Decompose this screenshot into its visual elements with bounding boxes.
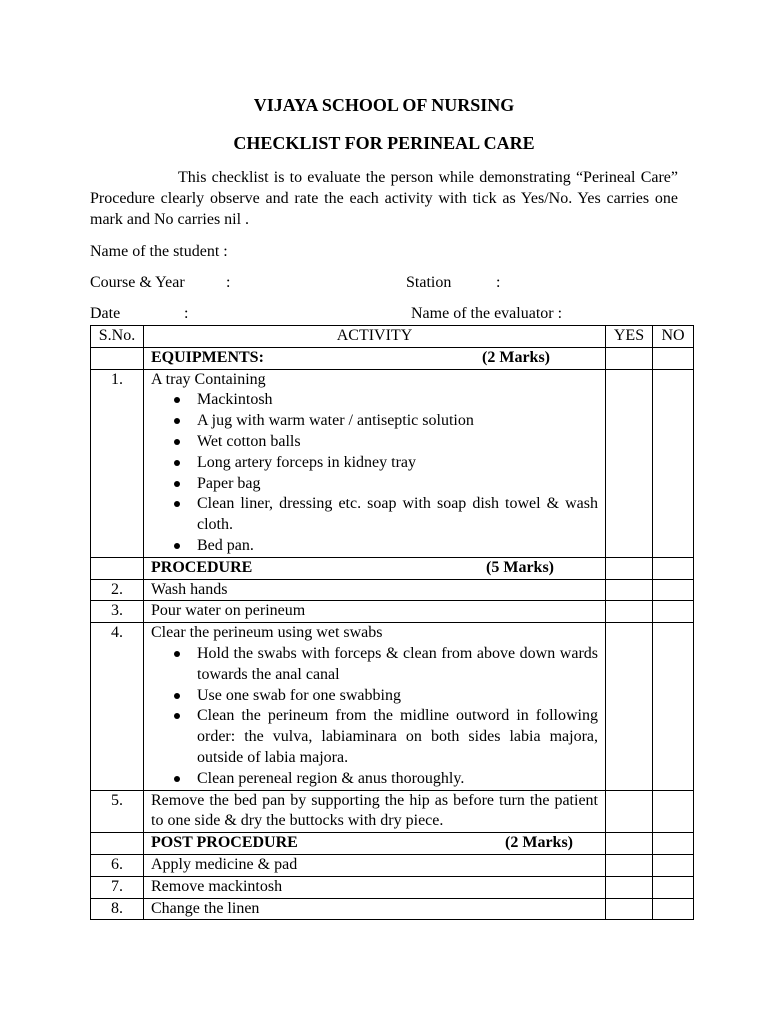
course-year-colon: : [226, 274, 231, 291]
station-label: Station [406, 274, 452, 291]
bullet-list [151, 390, 598, 556]
activity-text: Change the linen [144, 898, 606, 920]
activity-text: Remove the bed pan by supporting the hip as before turn the patient to one side & dry the buttocks with dry piece. [144, 790, 606, 833]
no-cell[interactable] [653, 876, 694, 898]
bullet-icon [174, 481, 180, 487]
yes-cell[interactable] [606, 833, 653, 855]
list-item: Clean the perineum from the midline outword in following order: the vulva, labiaminara on both sides labia majora, outside of labia majora. [197, 706, 598, 768]
yes-cell[interactable] [606, 579, 653, 601]
no-cell[interactable] [653, 347, 694, 369]
header-sno: S.No. [91, 326, 144, 348]
list-item: Mackintosh [197, 390, 598, 411]
bullet-icon [174, 776, 180, 782]
row-number: 4. [91, 623, 144, 790]
table-row [91, 854, 694, 876]
yes-cell[interactable] [606, 898, 653, 920]
checklist-table [90, 325, 694, 920]
section-marks: (2 Marks) [505, 834, 573, 852]
no-cell[interactable] [653, 898, 694, 920]
no-cell[interactable] [653, 833, 694, 855]
section-marks: (5 Marks) [486, 558, 554, 576]
section-row-procedure [91, 557, 694, 579]
date-colon: : [184, 305, 189, 322]
list-item: Wet cotton balls [197, 432, 598, 453]
table-row [91, 601, 694, 623]
list-item: Long artery forceps in kidney tray [197, 453, 598, 474]
row-number: 7. [91, 876, 144, 898]
bullet-icon [174, 651, 180, 657]
yes-cell[interactable] [606, 369, 653, 557]
list-item: Clean liner, dressing etc. soap with soap dish towel & wash cloth. [197, 494, 598, 536]
yes-cell[interactable] [606, 854, 653, 876]
station-colon: : [496, 274, 501, 291]
table-row [91, 898, 694, 920]
bullet-icon [174, 501, 180, 507]
list-item: Clean pereneal region & anus thoroughly. [197, 769, 598, 790]
no-cell[interactable] [653, 790, 694, 833]
list-item: Paper bag [197, 474, 598, 495]
activity-text: Clear the perineum using wet swabs [151, 624, 383, 642]
table-row [91, 790, 694, 833]
no-cell[interactable] [653, 854, 694, 876]
list-item: Use one swab for one swabbing [197, 686, 598, 707]
student-name-label: Name of the student : [90, 243, 228, 260]
row-number: 2. [91, 579, 144, 601]
header-no: NO [653, 326, 694, 348]
activity-text: Pour water on perineum [144, 601, 606, 623]
section-row-equipments [91, 347, 694, 369]
document-title: CHECKLIST FOR PERINEAL CARE [233, 133, 535, 153]
course-year-label: Course & Year [90, 274, 185, 291]
section-name: EQUIPMENTS: [151, 348, 264, 366]
header-activity: ACTIVITY [144, 326, 606, 348]
section-marks: (2 Marks) [482, 348, 550, 366]
bullet-list [151, 644, 598, 790]
bullet-icon [174, 439, 180, 445]
activity-text: Apply medicine & pad [144, 854, 606, 876]
school-name: VIJAYA SCHOOL OF NURSING [253, 95, 515, 115]
yes-cell[interactable] [606, 347, 653, 369]
date-label: Date [90, 305, 121, 322]
row-number: 1. [91, 369, 144, 557]
bullet-icon [174, 418, 180, 424]
section-name: POST PROCEDURE [151, 834, 298, 852]
yes-cell[interactable] [606, 876, 653, 898]
no-cell[interactable] [653, 579, 694, 601]
no-cell[interactable] [653, 369, 694, 557]
row-number: 6. [91, 854, 144, 876]
header-yes: YES [606, 326, 653, 348]
bullet-icon [174, 543, 180, 549]
list-item: Bed pan. [197, 536, 598, 557]
yes-cell[interactable] [606, 601, 653, 623]
no-cell[interactable] [653, 601, 694, 623]
table-row [91, 623, 694, 790]
activity-text: A tray Containing [151, 370, 266, 388]
intro-paragraph: This checklist is to evaluate the person while demonstrating “Perineal Care” Procedure clearly observe and rate the each activity with tick as Yes/No. Yes carries one mark and No carries nil . [90, 169, 678, 228]
activity-text: Wash hands [144, 579, 606, 601]
row-number: 3. [91, 601, 144, 623]
section-name: PROCEDURE [151, 558, 253, 576]
activity-text: Remove mackintosh [144, 876, 606, 898]
table-header-row [91, 326, 694, 348]
section-row-post-procedure [91, 833, 694, 855]
bullet-icon [174, 693, 180, 699]
yes-cell[interactable] [606, 790, 653, 833]
yes-cell[interactable] [606, 557, 653, 579]
table-row [91, 369, 694, 557]
no-cell[interactable] [653, 623, 694, 790]
yes-cell[interactable] [606, 623, 653, 790]
bullet-icon [174, 460, 180, 466]
list-item: Hold the swabs with forceps & clean from above down wards towards the anal canal [197, 644, 598, 686]
bullet-icon [174, 397, 180, 403]
row-number: 8. [91, 898, 144, 920]
no-cell[interactable] [653, 557, 694, 579]
list-item: A jug with warm water / antiseptic solution [197, 411, 598, 432]
bullet-icon [174, 713, 180, 719]
table-row [91, 579, 694, 601]
table-row [91, 876, 694, 898]
evaluator-label: Name of the evaluator : [411, 305, 563, 322]
row-number: 5. [91, 790, 144, 833]
